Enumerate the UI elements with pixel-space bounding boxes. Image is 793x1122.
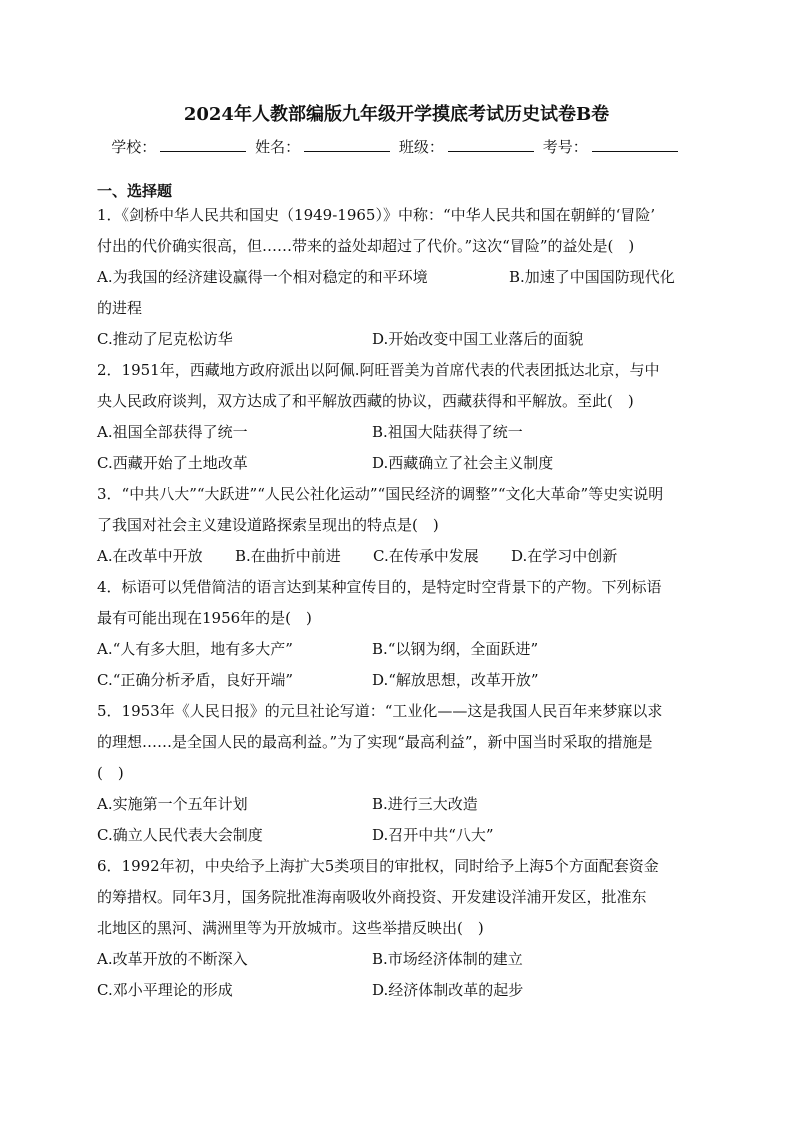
option-b[interactable]: B.“以钢为纲，全面跃进”: [372, 640, 539, 658]
option-d[interactable]: D.“解放思想，改革开放”: [372, 671, 539, 689]
option-a[interactable]: A.祖国全部获得了统一: [97, 423, 248, 441]
option-a[interactable]: A.改革开放的不断深入: [97, 950, 248, 968]
name-label: 姓名：: [255, 138, 301, 156]
option-a[interactable]: A.在改革中开放: [97, 547, 203, 565]
options-row: [97, 975, 697, 1006]
question-line: 付出的代价确实很高，但……带来的益处却超过了代价。”这次“冒险”的益处是( ): [97, 237, 635, 255]
option-d[interactable]: D.开始改变中国工业落后的面貌: [372, 330, 584, 348]
question-line: 的理想……是全国人民的最高利益。”为了实现“最高利益”，新中国当时采取的措施是: [97, 733, 653, 751]
options-row: [97, 789, 697, 820]
options-row: [97, 541, 697, 572]
question-5: [97, 696, 697, 789]
school-label: 学校：: [111, 138, 157, 156]
options-row: [97, 417, 697, 448]
option-b[interactable]: B.祖国大陆获得了统一: [372, 423, 523, 441]
option-d[interactable]: D.西藏确立了社会主义制度: [372, 454, 554, 472]
school-blank[interactable]: [160, 136, 246, 152]
question-line: 央人民政府谈判，双方达成了和平解放西藏的协议，西藏获得和平解放。至此( ): [97, 392, 634, 410]
name-blank[interactable]: [304, 136, 390, 152]
question-line: 6．1992年初，中央给予上海扩大5类项目的审批权，同时给予上海5个方面配套资金: [97, 857, 659, 875]
option-b[interactable]: B.市场经济体制的建立: [372, 950, 523, 968]
options-row: [97, 820, 697, 851]
option-d[interactable]: D.召开中共“八大”: [372, 826, 494, 844]
class-blank[interactable]: [448, 136, 534, 152]
option-b-continued: 的进程: [97, 299, 143, 317]
section-heading: 一、选择题: [97, 182, 173, 200]
page-title: 2024年人教部编版九年级开学摸底考试历史试卷B卷: [183, 104, 610, 125]
number-label: 考号：: [542, 138, 588, 156]
option-c[interactable]: C.推动了尼克松访华: [97, 330, 233, 348]
question-3: [97, 479, 697, 541]
option-b[interactable]: B.在曲折中前进: [235, 547, 341, 565]
option-c[interactable]: C.在传承中发展: [373, 547, 479, 565]
option-d[interactable]: D.经济体制改革的起步: [372, 981, 524, 999]
question-line: 2．1951年，西藏地方政府派出以阿佩.阿旺晋美为首席代表的代表团抵达北京，与中: [97, 361, 660, 379]
option-a[interactable]: A.为我国的经济建设赢得一个相对稳定的和平环境: [97, 268, 428, 286]
option-d[interactable]: D.在学习中创新: [511, 547, 618, 565]
question-line: 1．《剑桥中华人民共和国史（1949-1965）》中称：“中华人民共和国在朝鲜的‘冒险’: [97, 206, 656, 224]
options-row: [97, 293, 697, 324]
question-4: [97, 572, 697, 634]
student-info-line: [0, 136, 793, 157]
option-c[interactable]: C.西藏开始了土地改革: [97, 454, 248, 472]
class-label: 班级：: [398, 138, 444, 156]
question-line: 4．标语可以凭借简洁的语言达到某种宣传目的，是特定时空背景下的产物。下列标语: [97, 578, 662, 596]
option-b[interactable]: B.进行三大改造: [372, 795, 478, 813]
options-row: [97, 262, 697, 293]
option-a[interactable]: A.“人有多大胆，地有多大产”: [97, 640, 293, 658]
question-line: 5．1953年《人民日报》的元旦社论写道：“工业化——这是我国人民百年来梦寐以求: [97, 702, 663, 720]
question-line: 的筹措权。同年3月，国务院批准海南吸收外商投资、开发建设洋浦开发区，批准东: [97, 888, 647, 906]
options-row: [97, 448, 697, 479]
options-row: [97, 944, 697, 975]
question-1: [97, 200, 697, 262]
question-line: 北地区的黑河、满洲里等为开放城市。这些举措反映出( ): [97, 919, 484, 937]
option-c[interactable]: C.“正确分析矛盾，良好开端”: [97, 671, 294, 689]
question-line: 最有可能出现在1956年的是( ): [97, 609, 312, 627]
question-2: [97, 355, 697, 417]
options-row: [97, 634, 697, 665]
question-line: ( ): [97, 764, 124, 782]
options-row: [97, 324, 697, 355]
options-row: [97, 665, 697, 696]
option-c[interactable]: C.邓小平理论的形成: [97, 981, 233, 999]
question-6: [97, 851, 697, 944]
number-blank[interactable]: [592, 136, 678, 152]
option-a[interactable]: A.实施第一个五年计划: [97, 795, 248, 813]
question-line: 3．“中共八大”“大跃进”“人民公社化运动”“国民经济的调整”“文化大革命”等史实说明: [97, 485, 664, 503]
option-c[interactable]: C.确立人民代表大会制度: [97, 826, 263, 844]
question-line: 了我国对社会主义建设道路探索呈现出的特点是( ): [97, 516, 439, 534]
option-b[interactable]: B.加速了中国国防现代化: [509, 268, 675, 286]
